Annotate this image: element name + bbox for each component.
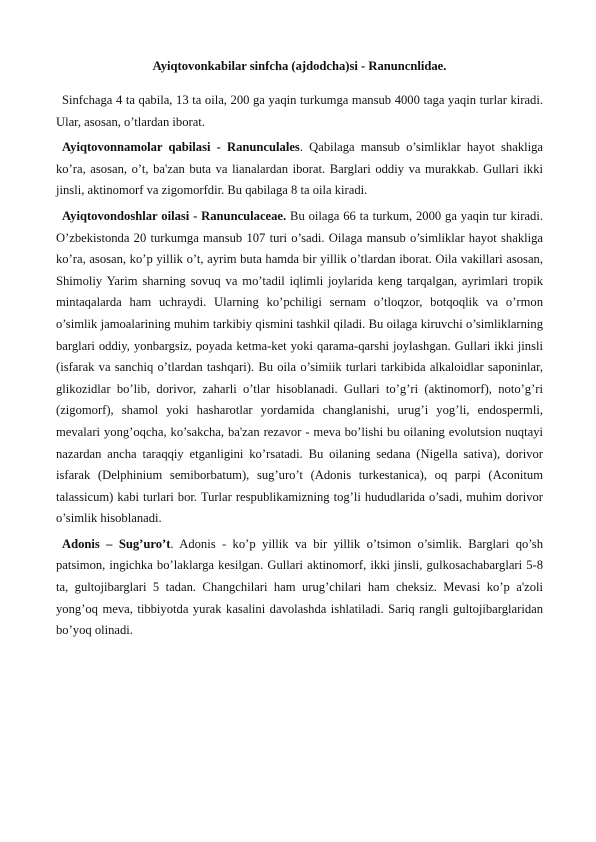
paragraph-ranunculales-text: . Qabilaga mansub o’simliklar hayot shakliga ko’ra, asosan, o’t, ba'zan buta va lianalardan iborat. Barglari oddiy va murakkab. Gullari ikki jinsli, aktinomorf va zigomorfdir. Bu qabilaga 8 ta oila kiradi.	[56, 140, 543, 198]
paragraph-ranunculaceae-text: Bu oilaga 66 ta turkum, 2000 ga yaqin tur kiradi. O’zbekistonda 20 turkumga mansub 107 turi o’sadi. Oilaga mansub o’simliklar hayot shakliga ko’ra, asosan, ko’p yillik o’t, ayrim buta hamda bir yillik o’tlardan iborat. Oila vakillari asosan, Shimoliy Yarim sharning sovuq va mo’tadil iqlimli joylarida keng tarqalgan, ayrimlari tropik mintaqalarda ham uchraydi. Ularning ko’pchiligi sernam o’tloqzor, botqoqlik va o’rmon o’simlik jamoalarining muhim tarkibiy qismini tashkil qiladi. Bu oilaga kiruvchi o’simliklarning barglari oddiy, yonbargsiz, poyada ketma-ket yoki qarama-qarshi joylashgan. Gullari ikki jinsli (isfarak va sanchiq o’tlardan tashqari). Bu oila o’simiik turlari tarkibida alkaloidlar saponinlar, glikozidlar bo’lib, dorivor, zaharli o’tlar hisoblanadi. Gullari to’g’ri (aktinomorf), noto’g’ri (zigomorf), shamol yoki hasharotlar yordamida changlanishi, urug’i yog’li, endospermli, mevalari yong’oqcha, ko’sakcha, ba'zan rezavor - meva bo’lishi bu oilaning evolutsion nuqtayi nazardan ancha taraqqiy etganligini ko’rsatadi. Bu oilaning sedana (Nigella sativa), dorivor isfarak (Delphinium semiborbatum), sug’uro’t (Adonis turkestanica), oq parpi (Aconitum talassicum) kabi turlari bor. Turlar respublikamizning tog’li hududlarida o’sadi, muhim dorivor o’simlik hisoblanadi.	[56, 208, 543, 526]
paragraph-intro	[56, 90, 543, 133]
document-page	[56, 58, 543, 646]
paragraph-ranunculales	[56, 137, 543, 202]
document-title: Ayiqtovonkabilar sinfcha (ajdodcha)si - Ranuncnlidae.	[152, 59, 447, 73]
paragraph-ranunculaceae	[56, 206, 543, 530]
paragraph-adonis-heading: Adonis – Sug’uro’t	[62, 536, 171, 551]
paragraph-ranunculales-heading: Ayiqtovonnamolar qabilasi - Ranunculales	[62, 140, 300, 155]
paragraph-intro-text: Sinfchaga 4 ta qabila, 13 ta oila, 200 ga yaqin turkumga mansub 4000 taga yaqin turlar kiradi. Ular, asosan, o’tlardan iborat.	[56, 93, 543, 129]
paragraph-adonis-text: . Adonis - ko’p yillik va bir yillik o’tsimon o’simlik. Barglari qo’sh patsimon, ingichka bo’laklarga kesilgan. Gullari aktinomorf, ikki jinsli, gulkosachabarglari 5-8 ta, gultojibarglari 5 tadan. Changchilari ham urug’chilari ham cheksiz. Mevasi ko’p a'zoli yong’oq meva, tibbiyotda yurak kasalini davolashda ishlatiladi. Sariq rangli gultojibarglaridan bo’yoq olinadi.	[56, 536, 543, 638]
paragraph-adonis	[56, 534, 543, 642]
paragraph-ranunculaceae-heading: Ayiqtovondoshlar oilasi - Ranunculaceae.	[62, 208, 287, 223]
